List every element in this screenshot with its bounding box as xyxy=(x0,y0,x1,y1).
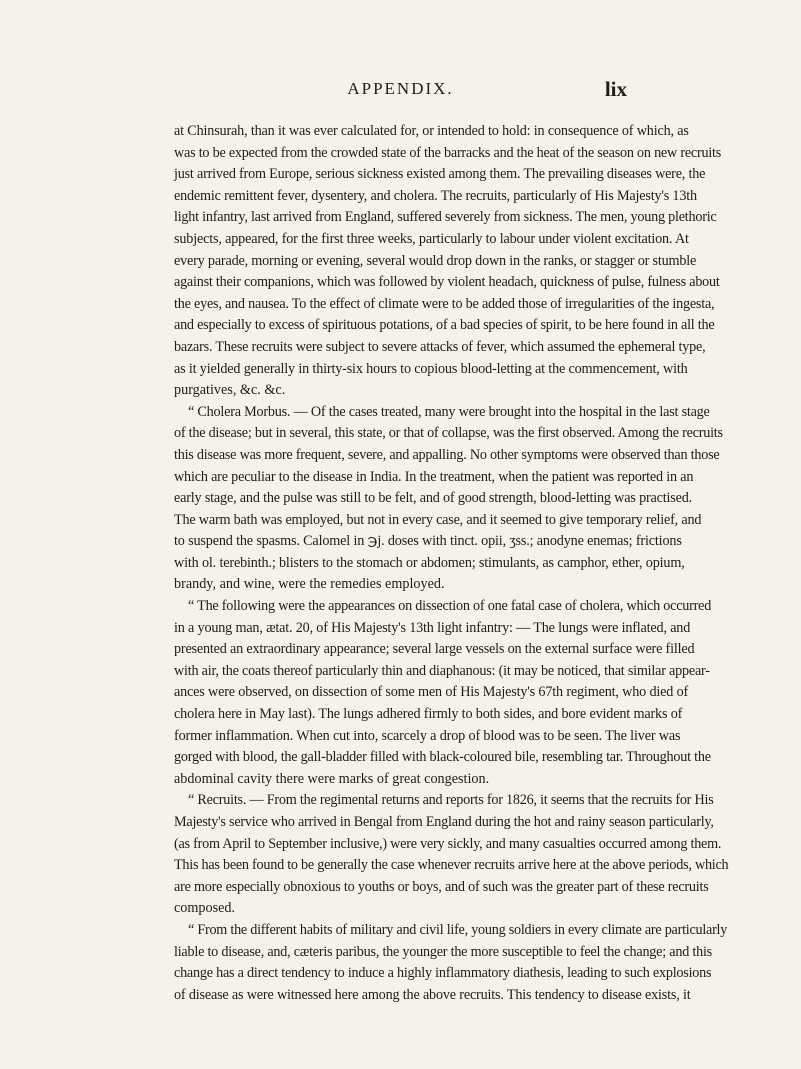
text-line: was to be expected from the crowded state of the barracks and the heat of the season on new recruits xyxy=(174,144,722,161)
text-line: as it yielded generally in thirty-six hours to copious blood-letting at the commencement, with xyxy=(174,360,688,377)
text-line: “ Recruits. — From the regimental returns and reports for 1826, it seems that the recruits for His xyxy=(188,792,714,809)
text-line: just arrived from Europe, serious sickness existed among them. The prevailing diseases were, the xyxy=(174,166,706,183)
text-line: endemic remittent fever, dysentery, and cholera. The recruits, particularly of His Majesty's 13th xyxy=(174,187,697,204)
text-line: liable to disease, and, cæteris paribus, the younger the more susceptible to feel the change; and this xyxy=(174,943,712,960)
text-line: in a young man, ætat. 20, of His Majesty's 13th light infantry: — The lungs were inflated, and xyxy=(174,619,691,636)
text-line: presented an extraordinary appearance; several large vessels on the external surface were filled xyxy=(174,641,695,658)
text-line: which are peculiar to the disease in India. In the treatment, when the patient was reported in an xyxy=(174,468,694,485)
text-line: with ol. terebinth.; blisters to the stomach or abdomen; stimulants, as camphor, ether, opium, xyxy=(174,554,685,571)
text-line: Majesty's service who arrived in Bengal from England during the hot and rainy season particularly, xyxy=(174,814,714,830)
text-line: “ Cholera Morbus. — Of the cases treated, many were brought into the hospital in the last stage xyxy=(188,403,710,420)
text-line: former inflammation. When cut into, scarcely a drop of blood was to be seen. The liver was xyxy=(174,727,681,744)
text-line: composed. xyxy=(174,900,236,917)
text-line: to suspend the spasms. Calomel in ℈j. doses with tinct. opii, ʒss.; anodyne enemas; frictions xyxy=(174,533,682,550)
text-line: gorged with blood, the gall-bladder filled with black-coloured bile, resembling tar. Throughout the xyxy=(174,749,711,766)
text-line: change has a direct tendency to induce a highly inflammatory diathesis, leading to such explosions xyxy=(174,965,712,982)
text-line: purgatives, &c. &c. xyxy=(174,382,286,399)
text-line: abdominal cavity there were marks of great congestion. xyxy=(174,770,490,787)
text-line: bazars. These recruits were subject to severe attacks of fever, which assumed the ephemeral type, xyxy=(174,338,706,355)
text-line: “ From the different habits of military and civil life, young soldiers in every climate are particularly xyxy=(188,921,728,938)
text-line: this disease was more frequent, severe, and appalling. No other symptoms were observed than those xyxy=(174,446,720,463)
text-line: ances were observed, on dissection of some men of His Majesty's 67th regiment, who died of xyxy=(174,684,689,701)
text-line: are more especially obnoxious to youths or boys, and of such was the greater part of these recruits xyxy=(174,878,709,895)
text-line: against their companions, which was followed by violent headach, quickness of pulse, fulness about xyxy=(174,274,720,291)
text-line: with air, the coats thereof particularly thin and diaphanous: (it may be noticed, that similar appear- xyxy=(174,662,710,679)
text-line: (as from April to September inclusive,) were very sickly, and many casualties occurred among them. xyxy=(174,835,722,852)
page-number: lix xyxy=(604,77,627,101)
running-head xyxy=(0,79,801,103)
text-line: and especially to excess of spirituous potations, of a bad species of spirit, to be here found in all the xyxy=(174,317,715,334)
body-text xyxy=(174,121,729,1006)
text-line: every parade, morning or evening, several would drop down in the ranks, or stagger or stumble xyxy=(174,252,697,269)
text-line: subjects, appeared, for the first three weeks, particularly to labour under violent excitation. At xyxy=(174,230,689,247)
text-line: of the disease; but in several, this state, or that of collapse, was the first observed. Among the recruits xyxy=(174,425,723,442)
text-line: of disease as were witnessed here among the above recruits. This tendency to disease exists, it xyxy=(174,986,691,1003)
text-line: This has been found to be generally the case whenever recruits arrive here at the above periods, which xyxy=(174,857,729,874)
text-line: at Chinsurah, than it was ever calculated for, or intended to hold: in consequence of which, as xyxy=(174,123,689,139)
text-line: cholera here in May last). The lungs adhered firmly to both sides, and bore evident marks of xyxy=(174,706,683,723)
text-line: early stage, and the pulse was still to be felt, and of good strength, blood-letting was practised. xyxy=(174,490,693,507)
text-line: “ The following were the appearances on dissection of one fatal case of cholera, which occurred xyxy=(188,598,712,615)
page-title: APPENDIX. xyxy=(347,79,454,98)
text-line: light infantry, last arrived from England, suffered severely from sickness. The men, young plethoric xyxy=(174,209,717,226)
text-line: The warm bath was employed, but not in every case, and it seemed to give temporary relief, and xyxy=(174,511,702,528)
text-line: the eyes, and nausea. To the effect of climate were to be added those of irregularities of the ingesta, xyxy=(174,295,715,312)
text-line: brandy, and wine, were the remedies employed. xyxy=(174,576,445,593)
